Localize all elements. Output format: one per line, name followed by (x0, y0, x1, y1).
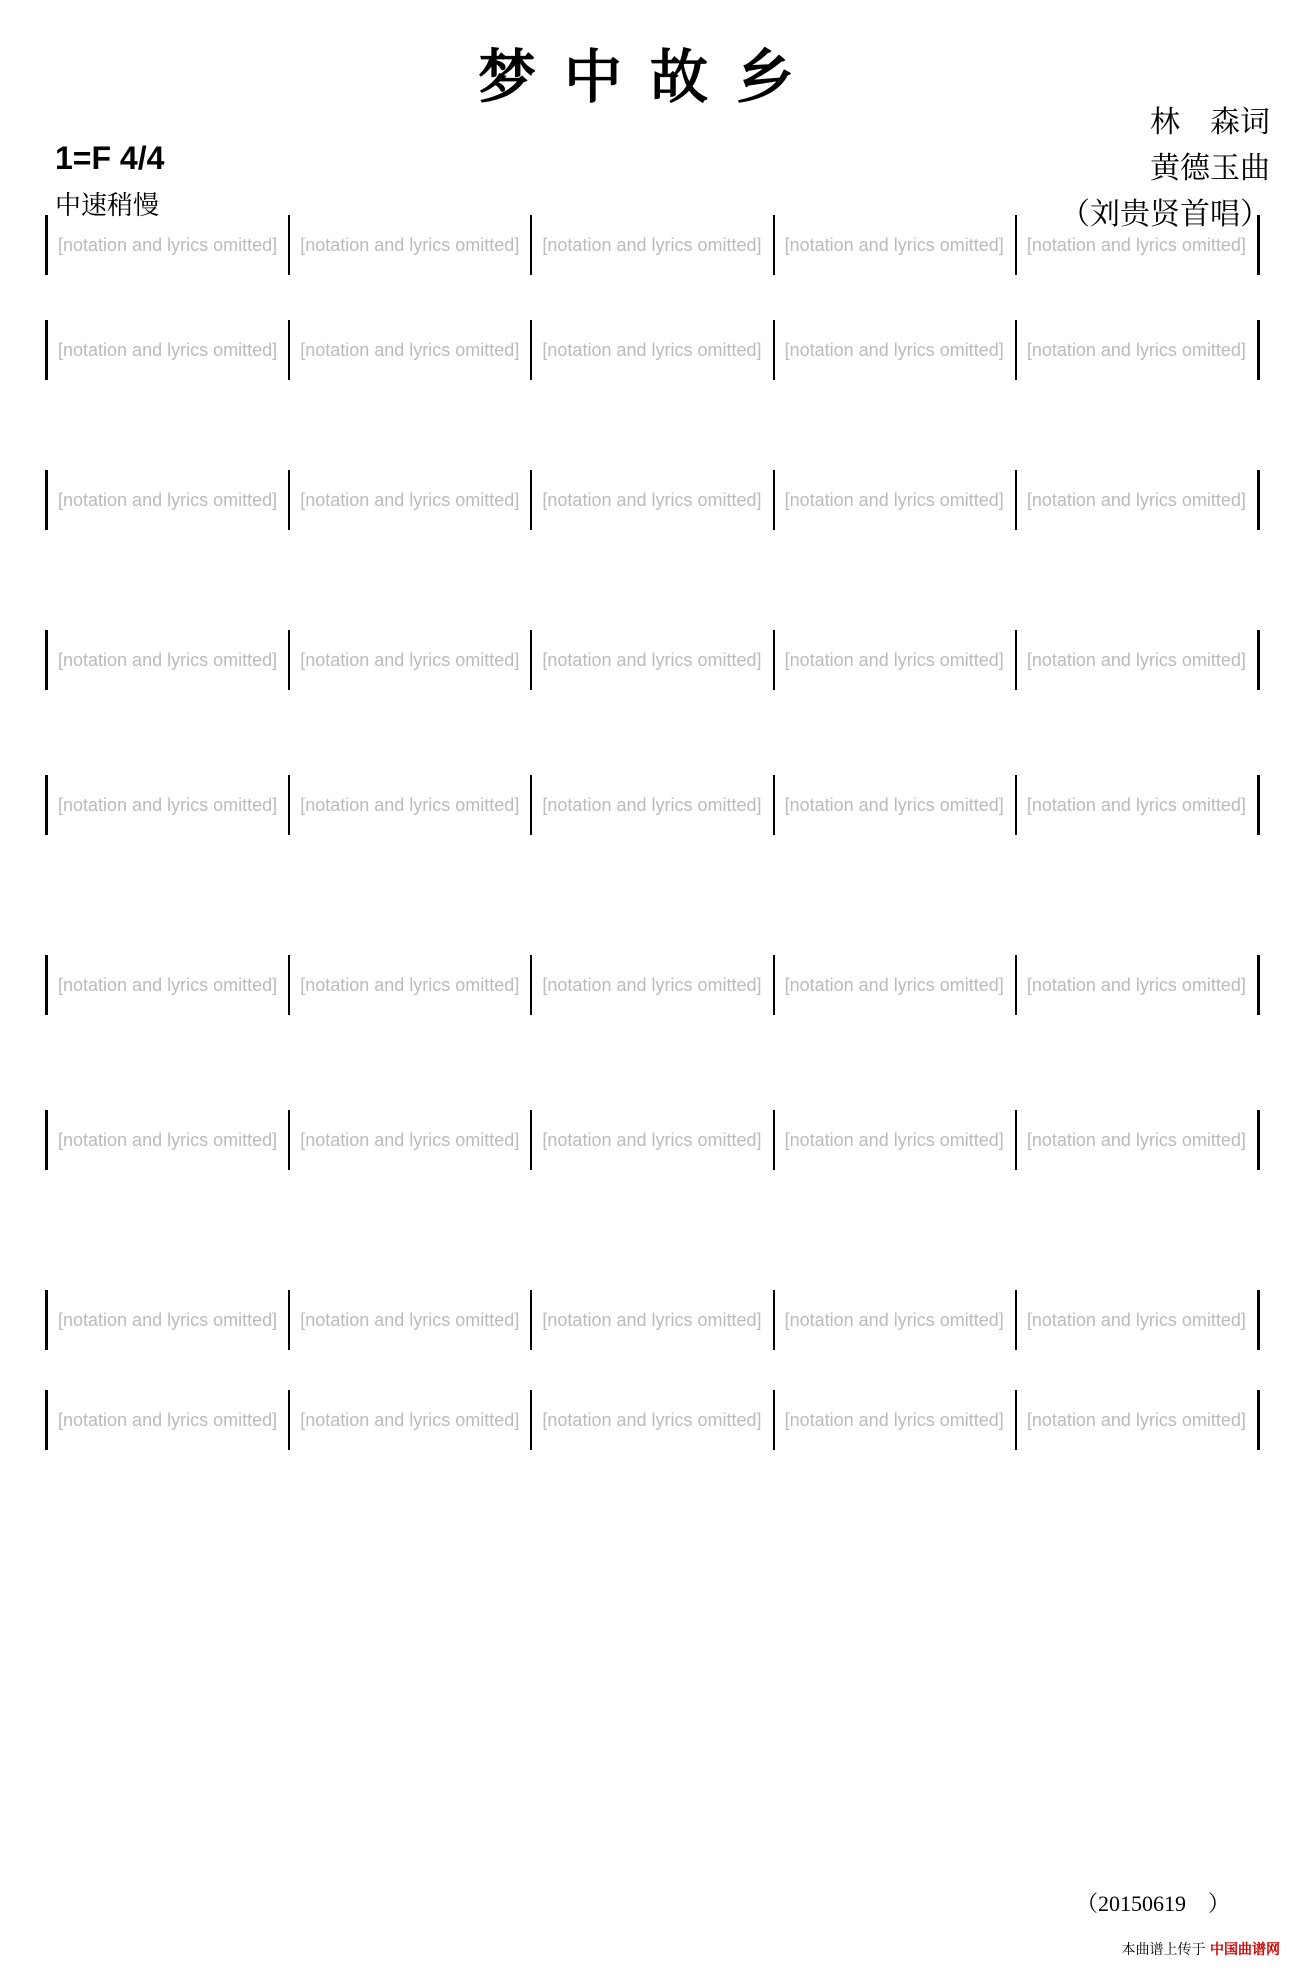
measure: [notation and lyrics omitted] (532, 1110, 774, 1170)
measure: [notation and lyrics omitted] (532, 320, 774, 380)
measure: [notation and lyrics omitted] (1026, 489, 1246, 510)
measure: [notation and lyrics omitted] (775, 630, 1017, 690)
singer-credit: （刘贵贤首唱） (1060, 197, 1270, 232)
measure: [notation and lyrics omitted] (290, 1390, 532, 1450)
staff-line (45, 1390, 1260, 1450)
measure: [notation and lyrics omitted] (290, 320, 532, 380)
staff-line (45, 630, 1260, 690)
measure: [notation and lyrics omitted] (48, 215, 290, 275)
measure: [notation and lyrics omitted] (775, 1390, 1017, 1450)
measure: [notation and lyrics omitted] (48, 775, 290, 835)
measure: [notation and lyrics omitted] (290, 215, 532, 275)
measure: [notation and lyrics omitted] (290, 955, 532, 1015)
measure: [notation and lyrics omitted] (1026, 649, 1246, 670)
score-system (45, 1110, 1260, 1310)
score-title: 梦中故乡 (477, 43, 822, 111)
measure: [notation and lyrics omitted] (48, 1290, 290, 1350)
measure: [notation and lyrics omitted] (48, 320, 290, 380)
measure: [notation and lyrics omitted] (1026, 974, 1246, 995)
measure: [notation and lyrics omitted] (532, 630, 774, 690)
measure: [notation and lyrics omitted] (290, 470, 532, 530)
score-system (45, 775, 1260, 975)
measure: [notation and lyrics omitted] (532, 775, 774, 835)
lyricist-credit: 林 森词 (1150, 105, 1270, 140)
staff-line (45, 1110, 1260, 1170)
date-stamp: （20150619 ） (1075, 1891, 1230, 1916)
measure: [notation and lyrics omitted] (1026, 339, 1246, 360)
measure: [notation and lyrics omitted] (775, 775, 1017, 835)
measure: [notation and lyrics omitted] (48, 470, 290, 530)
measure: [notation and lyrics omitted] (1026, 1129, 1246, 1150)
measure: [notation and lyrics omitted] (532, 1390, 774, 1450)
upload-text: 本曲谱上传于 (1121, 1942, 1206, 1958)
measure: [notation and lyrics omitted] (290, 775, 532, 835)
measure: [notation and lyrics omitted] (532, 955, 774, 1015)
measure: [notation and lyrics omitted] (775, 1290, 1017, 1350)
site-footer (1122, 1939, 1280, 1959)
measure: [notation and lyrics omitted] (775, 1110, 1017, 1170)
measure: [notation and lyrics omitted] (775, 320, 1017, 380)
measure: [notation and lyrics omitted] (1026, 1409, 1246, 1430)
measure: [notation and lyrics omitted] (775, 955, 1017, 1015)
measure: [notation and lyrics omitted] (532, 1290, 774, 1350)
staff-line (45, 775, 1260, 835)
staff-line (45, 1290, 1260, 1350)
staff-line (45, 215, 1260, 275)
staff-line (45, 320, 1260, 380)
measure: [notation and lyrics omitted] (290, 1110, 532, 1170)
measure: [notation and lyrics omitted] (532, 470, 774, 530)
score-system (45, 1390, 1260, 1590)
measure: [notation and lyrics omitted] (48, 1390, 290, 1450)
measure: [notation and lyrics omitted] (1026, 1309, 1246, 1330)
site-brand: 中国曲谱网 (1210, 1942, 1280, 1958)
key-signature: 1=F 4/4 (55, 140, 165, 176)
composer-credit: 黄德玉曲 (1150, 151, 1270, 186)
tempo-marking: 中速稍慢 (55, 191, 160, 221)
measure: [notation and lyrics omitted] (1026, 234, 1246, 255)
measure: [notation and lyrics omitted] (48, 955, 290, 1015)
measure: [notation and lyrics omitted] (775, 470, 1017, 530)
measure: [notation and lyrics omitted] (290, 630, 532, 690)
measure: [notation and lyrics omitted] (290, 1290, 532, 1350)
staff-line (45, 470, 1260, 530)
staff-line (45, 955, 1260, 1015)
measure: [notation and lyrics omitted] (48, 630, 290, 690)
measure: [notation and lyrics omitted] (48, 1110, 290, 1170)
measure: [notation and lyrics omitted] (532, 215, 774, 275)
measure: [notation and lyrics omitted] (775, 215, 1017, 275)
measure: [notation and lyrics omitted] (1026, 794, 1246, 815)
